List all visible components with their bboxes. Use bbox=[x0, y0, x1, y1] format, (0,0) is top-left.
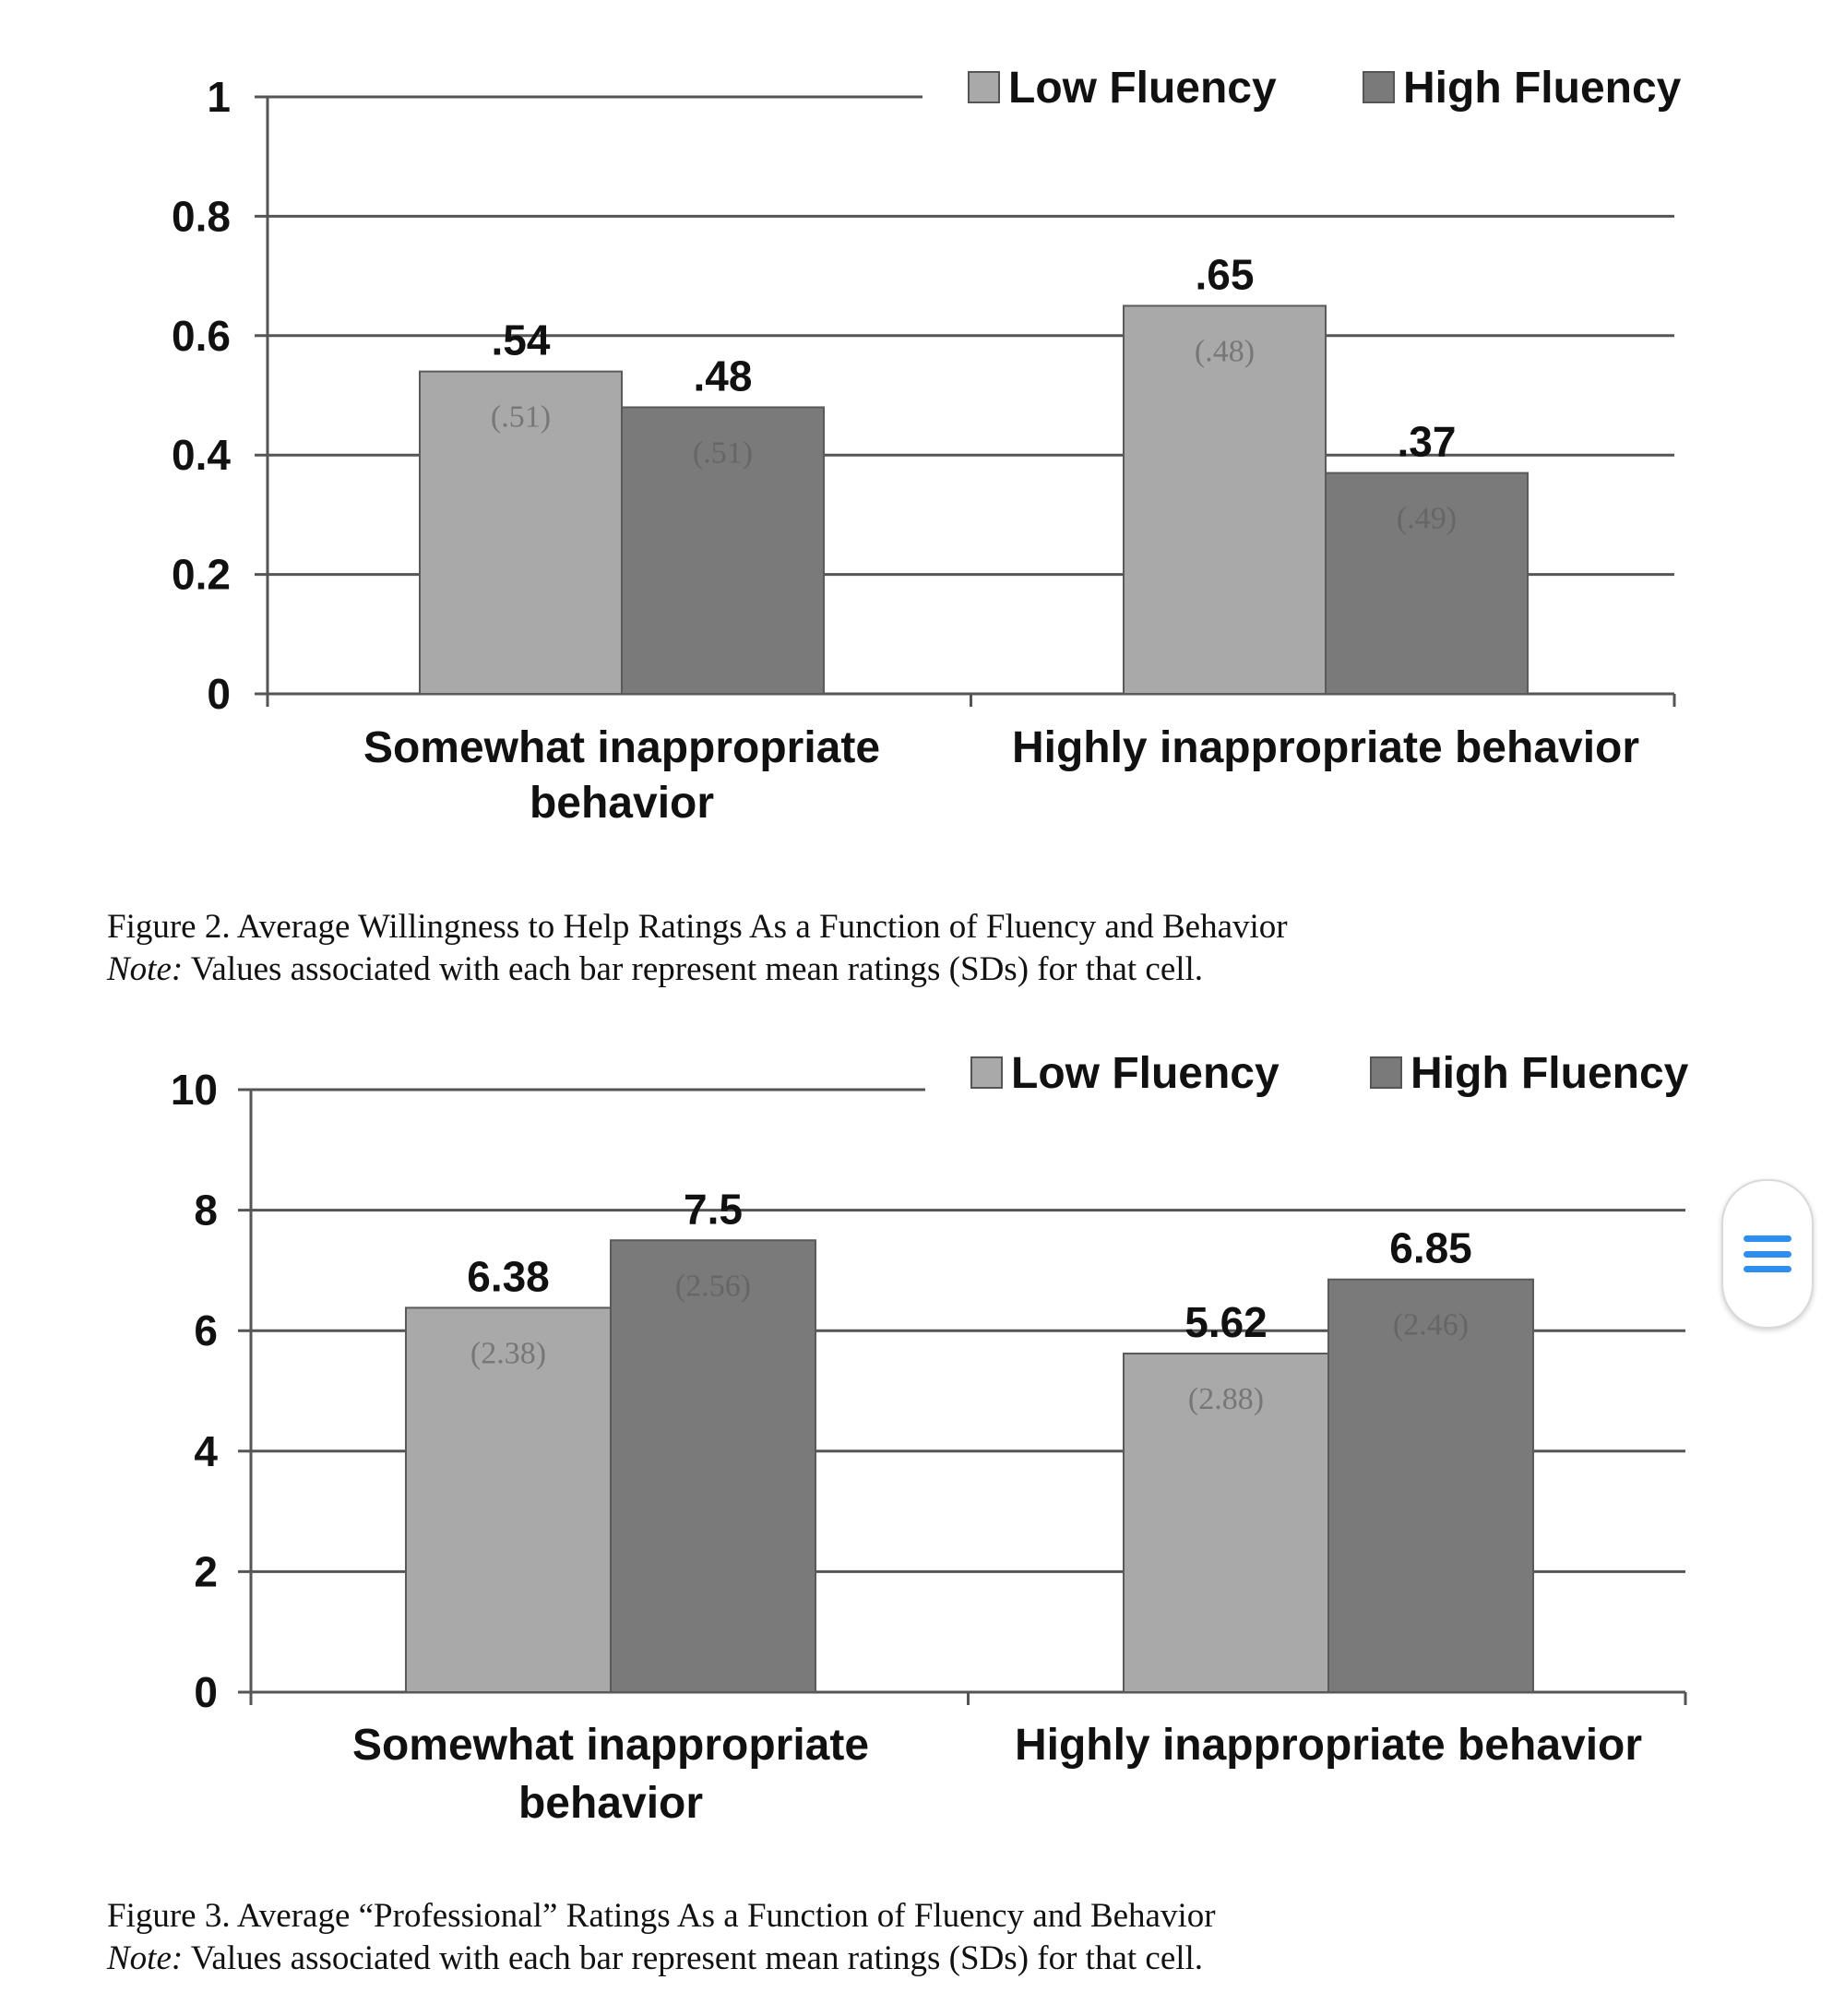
legend-swatch-low bbox=[969, 72, 999, 102]
x-category-label: Somewhat inappropriate bbox=[363, 723, 881, 772]
legend-label: High Fluency bbox=[1411, 1049, 1689, 1098]
bar-value-label: 5.62 bbox=[1184, 1298, 1268, 1347]
y-tick-label: 4 bbox=[194, 1426, 218, 1475]
bar-sd-label: (2.88) bbox=[1187, 1382, 1265, 1417]
y-tick-label: 0.8 bbox=[172, 192, 231, 241]
x-category-label: behavior bbox=[529, 779, 715, 828]
bar-sd-label: (.51) bbox=[692, 435, 754, 471]
y-tick-label: 10 bbox=[170, 1066, 218, 1114]
chart-willingness-to-help bbox=[0, 0, 1845, 886]
figure-3-note-label: Note: bbox=[107, 1939, 184, 1977]
x-category-label: Somewhat inappropriate bbox=[351, 1721, 870, 1770]
figure-2-note-text: Values associated with each bar represent mean ratings (SDs) for that cell. bbox=[183, 950, 1204, 988]
y-tick-label: 6 bbox=[194, 1306, 218, 1355]
bar-sd-label: (2.56) bbox=[674, 1269, 752, 1304]
legend-label: Low Fluency bbox=[1011, 1049, 1280, 1098]
bar-sd-label: (.48) bbox=[1194, 334, 1256, 369]
legend-label: Low Fluency bbox=[1008, 64, 1277, 113]
bar-sd-label: (2.38) bbox=[470, 1336, 547, 1371]
y-tick-label: 1 bbox=[207, 73, 231, 121]
y-tick-label: 0 bbox=[194, 1668, 218, 1716]
bar-value-label: .54 bbox=[491, 316, 551, 364]
bar-value-label: 7.5 bbox=[684, 1185, 743, 1234]
bar-value-label: .37 bbox=[1397, 417, 1457, 466]
figure-2-title: Figure 2. Average Willingness to Help Ratings As a Function of Fluency and Behavior bbox=[107, 908, 1288, 946]
hamburger-menu-icon bbox=[1744, 1235, 1791, 1272]
bar-value-label: .48 bbox=[693, 352, 753, 400]
x-category-label: Highly inappropriate behavior bbox=[1011, 723, 1640, 772]
bar-value-label: 6.85 bbox=[1389, 1223, 1472, 1272]
chart-professional-ratings bbox=[0, 1033, 1845, 1882]
legend-swatch-high bbox=[1371, 1057, 1401, 1088]
x-category-label: behavior bbox=[518, 1779, 704, 1828]
bar-sd-label: (2.46) bbox=[1392, 1307, 1470, 1342]
y-tick-label: 0.4 bbox=[172, 431, 231, 480]
legend-swatch-high bbox=[1363, 72, 1394, 102]
figure-3-title: Figure 3. Average “Professional” Ratings As a Function of Fluency and Behavior bbox=[107, 1897, 1216, 1935]
bar-value-label: .65 bbox=[1195, 250, 1255, 299]
bar-value-label: 6.38 bbox=[467, 1252, 550, 1301]
legend-label: High Fluency bbox=[1403, 64, 1682, 113]
figure-2-note-label: Note: bbox=[107, 950, 184, 988]
bar-sd-label: (.51) bbox=[490, 400, 552, 435]
figure-3-caption bbox=[107, 1895, 1216, 1980]
figure-3-note bbox=[107, 1938, 1216, 1980]
figure-3-note-text: Values associated with each bar represent mean ratings (SDs) for that cell. bbox=[183, 1939, 1204, 1977]
x-category-label: Highly inappropriate behavior bbox=[1014, 1721, 1643, 1770]
y-tick-label: 0.2 bbox=[172, 550, 231, 599]
y-tick-label: 0 bbox=[207, 670, 231, 718]
bar-high-fluency bbox=[611, 1240, 815, 1692]
figure-2-caption bbox=[107, 906, 1288, 991]
y-tick-label: 2 bbox=[194, 1547, 218, 1596]
y-tick-label: 0.6 bbox=[172, 311, 231, 360]
legend-swatch-low bbox=[971, 1057, 1002, 1088]
y-tick-label: 8 bbox=[194, 1186, 218, 1235]
bar-sd-label: (.49) bbox=[1396, 501, 1458, 536]
figure-2-note bbox=[107, 948, 1288, 991]
menu-button[interactable] bbox=[1721, 1179, 1814, 1329]
